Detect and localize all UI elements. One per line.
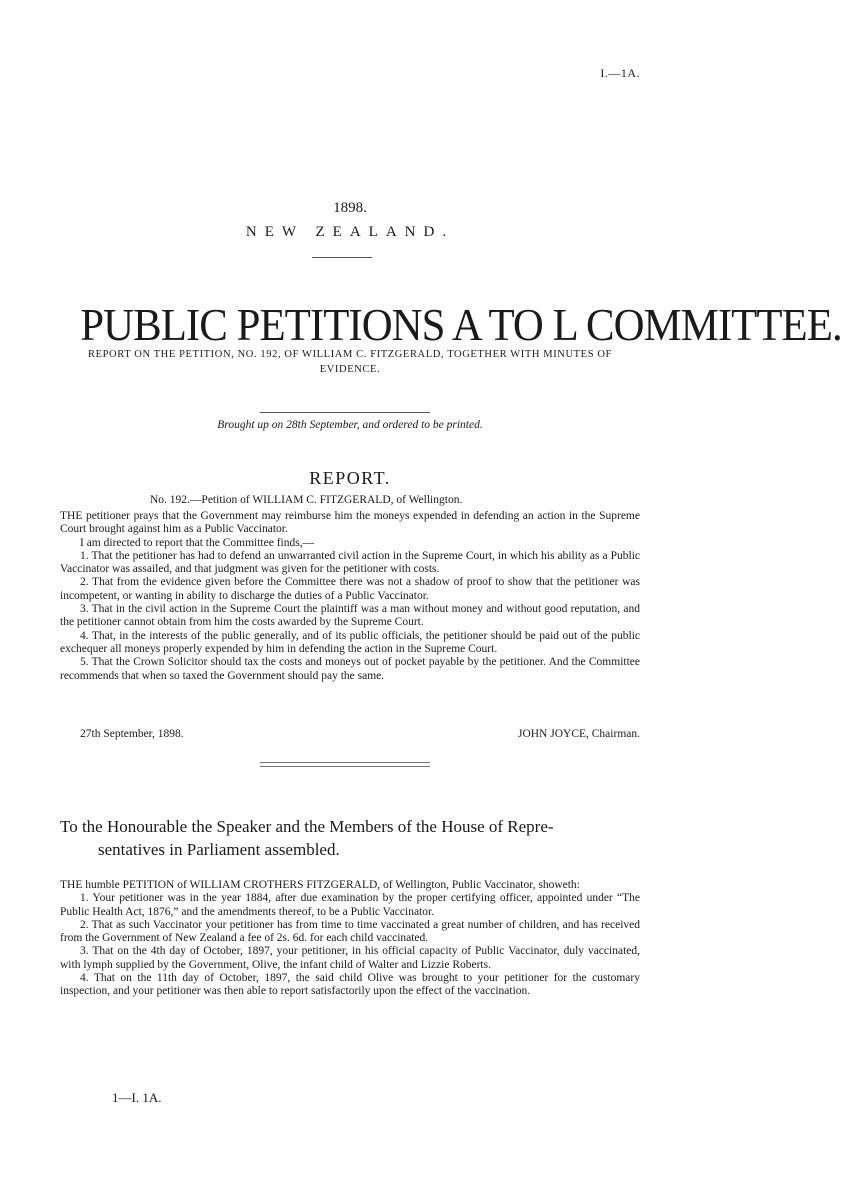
- report-paragraph: 4. That, in the interests of the public generally, and of its public officials, the petitioner should be paid out of the public exchequer all moneys properly expended by him in defending the action in the Supreme Court.: [60, 629, 640, 655]
- report-paragraph: I am directed to report that the Committee finds,—: [80, 536, 315, 549]
- country-heading: NEW ZEALAND.: [245, 224, 455, 240]
- document-title: PUBLIC PETITIONS A TO L COMMITTEE.: [80, 299, 842, 350]
- petition-paragraph: 2. That as such Vaccinator your petitioner has from time to time vaccinated a great number of children, and has received from the Government of New Zealand a fee of 2s. 6d. for each child vaccinated.: [60, 918, 640, 945]
- report-body: [60, 510, 640, 683]
- address-line-1: To the Honourable the Speaker and the Members of the House of Repre-: [60, 817, 554, 836]
- divider-mid: [260, 412, 430, 413]
- report-paragraph: THE petitioner prays that the Government may reimburse him the moneys expended in defending an action in the Supreme Court brought against him as a Public Vaccinator.: [60, 510, 640, 536]
- document-year: 1898.: [333, 200, 367, 216]
- petition-address: [60, 815, 640, 861]
- petition-paragraph: 4. That on the 11th day of October, 1897, the said child Olive was brought to your petitioner for the customary inspection, and your petitioner was then able to report satisfactorily upon the effect of the vaccination.: [60, 972, 640, 998]
- report-paragraph: 1. That the petitioner has had to defend an unwarranted civil action in the Supreme Court, in which his ability as a Public Vaccinator was assailed, and that judgment was given for the petitioner with costs.: [60, 549, 640, 576]
- paper-reference: I.—1A.: [600, 66, 640, 80]
- petition-number-line: No. 192.—Petition of WILLIAM C. FITZGERALD, of Wellington.: [150, 494, 463, 506]
- report-heading: REPORT.: [309, 468, 391, 488]
- report-paragraph: 3. That in the civil action in the Supreme Court the plaintiff was a man without money and without good reputation, and the petitioner cannot obtain from him the costs awarded by the Supreme Court.: [60, 603, 640, 629]
- address-line-2: sentatives in Parliament assembled.: [98, 840, 340, 859]
- signature-reference: 1—I. 1A.: [112, 1090, 162, 1105]
- report-date: 27th September, 1898.: [80, 728, 184, 740]
- brought-up-note: Brought up on 28th September, and ordered to be printed.: [217, 419, 483, 431]
- petition-paragraph: 1. Your petitioner was in the year 1884, after due examination by the proper certifying officer, appointed under “The Public Health Act, 1876,” and the amendments thereof, to be a Public Vaccinator.: [60, 892, 640, 918]
- report-paragraph: 2. That from the evidence given before the Committee there was not a shadow of proof to show that the petitioner was incompetent, or wanting in ability to discharge the duties of a Public Vaccinator.: [60, 576, 640, 602]
- petition-paragraph: 3. That on the 4th day of October, 1897, your petitioner, in his official capacity of Public Vaccinator, duly vaccinated, with lymph supplied by the Government, Olive, the infant child of Walter and Lizzie Roberts.: [60, 945, 640, 971]
- divider-short: [312, 257, 372, 258]
- chairman-signature: JOHN JOYCE, Chairman.: [517, 728, 640, 740]
- divider-double: [260, 762, 430, 767]
- petition-paragraph: THE humble PETITION of WILLIAM CROTHERS FITZGERALD, of Wellington, Public Vaccinator, showeth:: [60, 879, 580, 891]
- petition-body: [60, 879, 640, 999]
- document-subtitle: REPORT ON THE PETITION, NO. 192, OF WILLIAM C. FITZGERALD, TOGETHER WITH MINUTES OF EVIDENCE.: [88, 349, 612, 375]
- report-paragraph: 5. That the Crown Solicitor should tax the costs and moneys out of pocket payable by the petitioner. And the Committee recommends that when so taxed the Government should pay the same.: [60, 656, 640, 682]
